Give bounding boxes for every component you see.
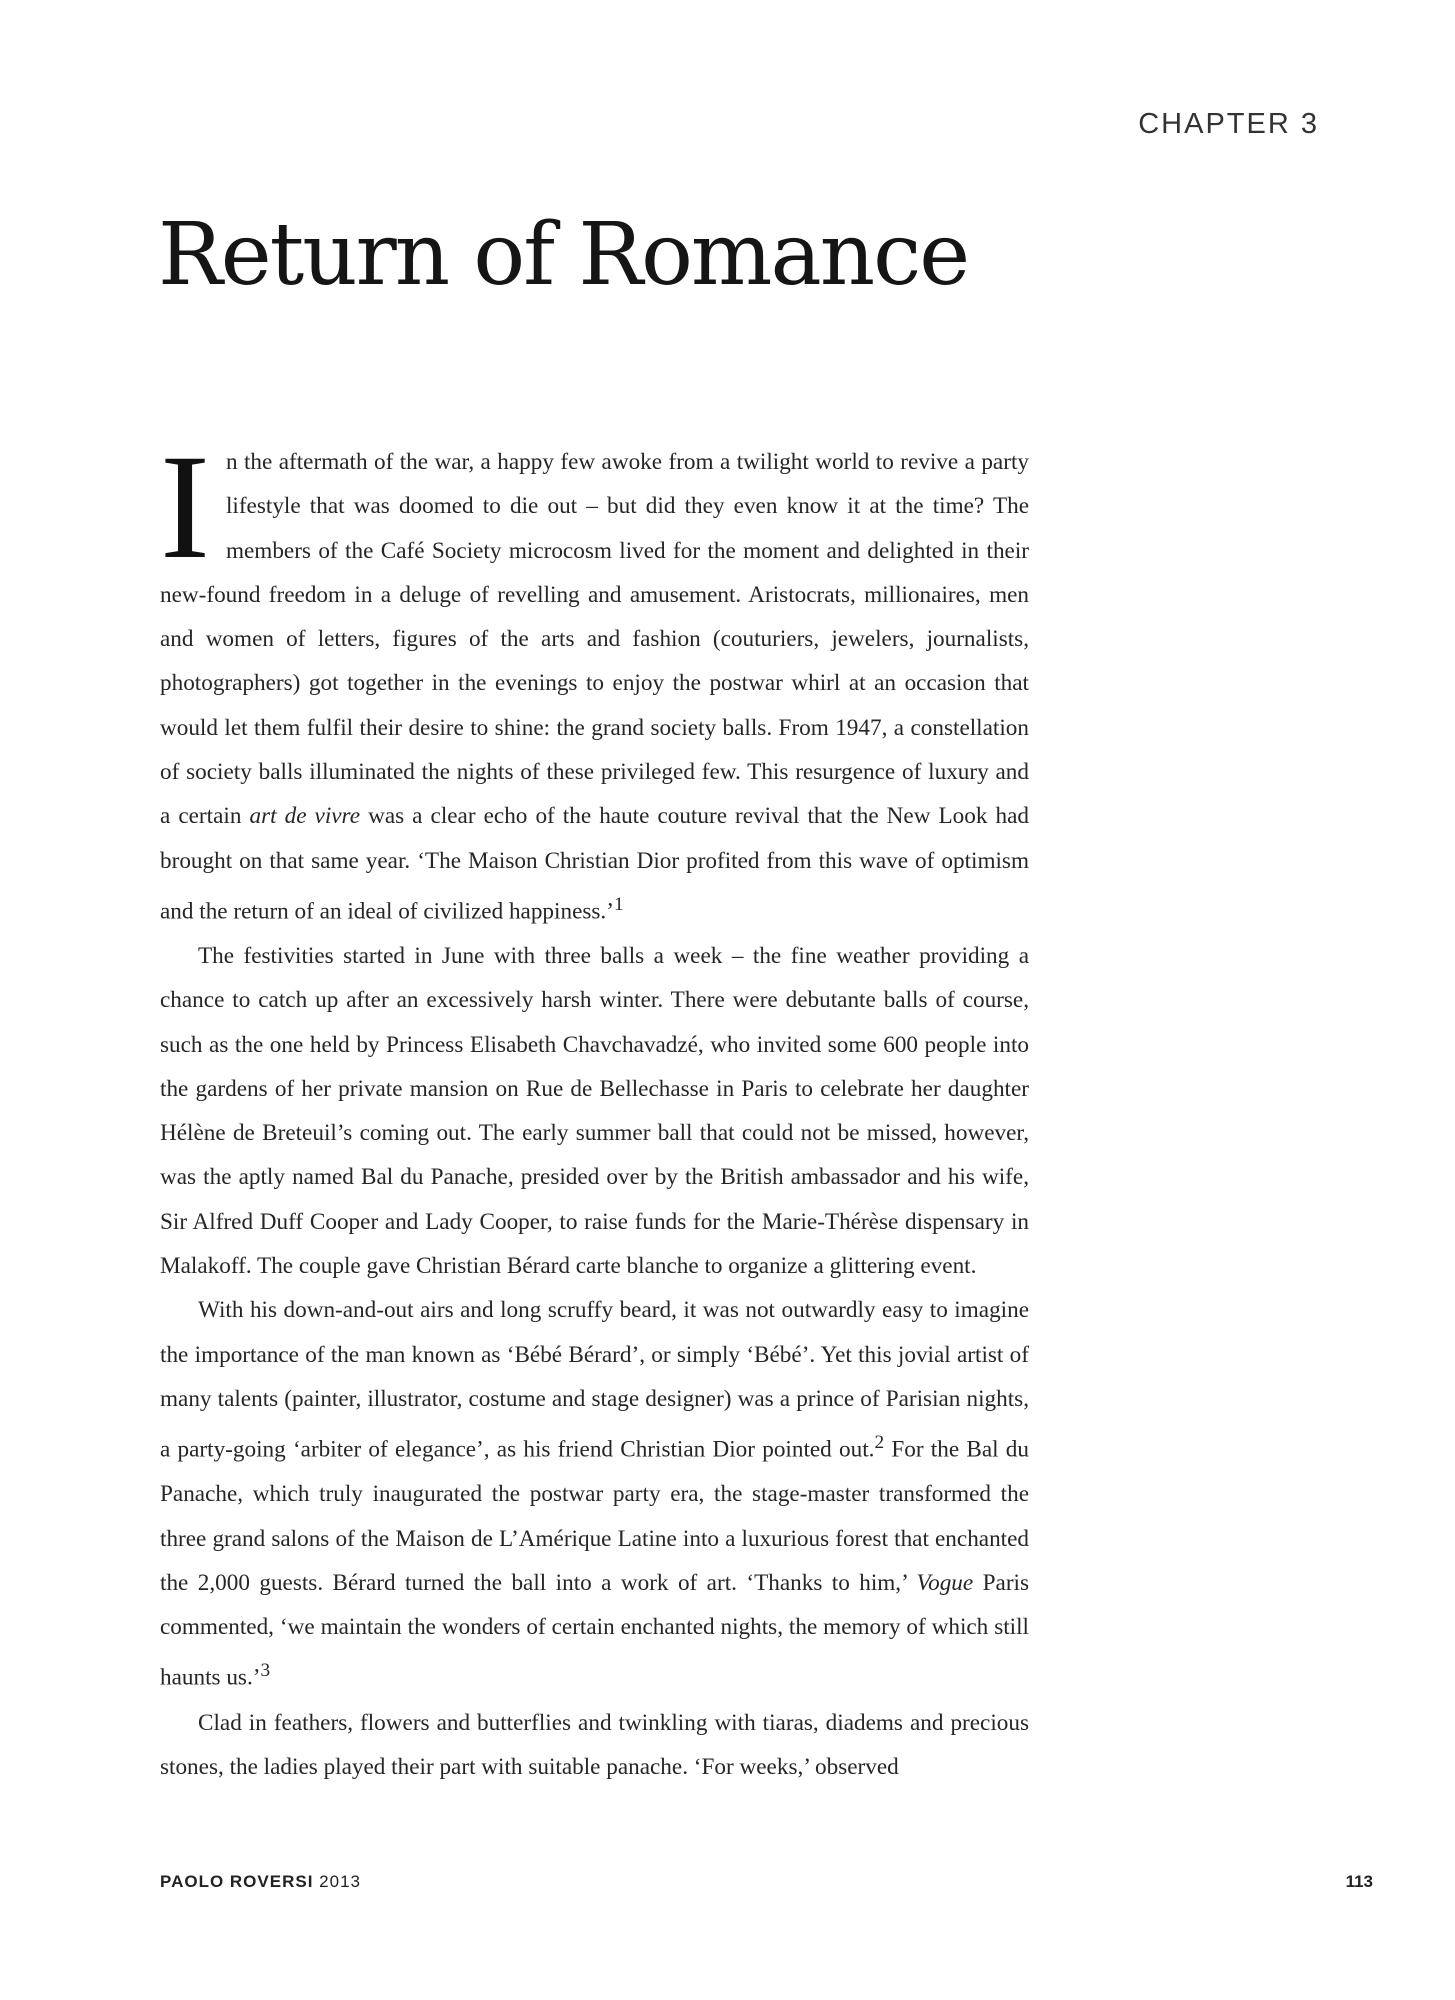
footnote-ref-3: 3 [260, 1660, 271, 1682]
paragraph-1-text: n the aftermath of the war, a happy few awoke from a twilight world to revive a party lifestyle that was doomed to die out – but did they even know it at the time? The members of the Café Society microcosm lived for the moment and delighted in their new-found freedom in a deluge of revelling and amusement. Aristocrats, millionaires, men and women of letters, figures of the arts and fashion (couturiers, jewelers, journalists, photographers) got together in the evenings to enjoy the postwar whirl at an occasion that would let them fulfil their desire to shine: the grand society balls. From 1947, a constellation of society balls illuminated the nights of these privileged few. This resurgence of luxury and a certain [160, 449, 1029, 830]
drop-cap: I [160, 424, 210, 590]
footnote-ref-2: 2 [874, 1432, 885, 1454]
paragraph-3 [160, 1288, 1029, 1700]
italic-phrase: art de vivre [249, 803, 361, 830]
page-number: 113 [1345, 1872, 1373, 1891]
body-text [160, 424, 1030, 1789]
footnote-ref-1: 1 [613, 893, 624, 915]
italic-vogue: Vogue [916, 1569, 974, 1596]
paragraph-3-text-a: With his down-and-out airs and long scruffy beard, it was not outwardly easy to imagine the importance of the man known as ‘Bébé Bérard’, or simply ‘Bébé’. Yet this jovial artist of many talents (painter, illustrator, costume and stage designer) was a prince of Parisian nights, a party-going ‘arbiter of elegance’, as his friend Christian Dior pointed out. [160, 1297, 1029, 1463]
paragraph-2: The festivities started in June with three balls a week – the fine weather providing a chance to catch up after an excessively harsh winter. There were debutante balls of course, such as the one held by Princess Elisabeth Chavchavadzé, who invited some 600 people into the gardens of her private mansion on Rue de Bellechasse in Paris to celebrate her daughter Hélène de Breteuil’s coming out. The early summer ball that could not be missed, however, was the aptly named Bal du Panache, presided over by the British ambassador and his wife, Sir Alfred Duff Cooper and Lady Cooper, to raise funds for the Marie-Thérèse dispensary in Malakoff. The couple gave Christian Bérard carte blanche to organize a glittering event. [160, 943, 1029, 1280]
paragraph-1-tail: was a clear echo of the haute couture revival that the New Look had brought on that same year. ‘The Maison Christian Dior profited from this wave of optimism and the return of an ideal of civilized happiness.’ [160, 803, 1029, 925]
paragraph-1 [160, 424, 1029, 934]
footer-year: 2013 [319, 1872, 361, 1891]
footer-author: PAOLO ROVERSI [160, 1872, 314, 1891]
paragraph-3-text-c: Paris commented, ‘we maintain the wonders of certain enchanted nights, the memory of which still haunts us.’ [160, 1569, 1030, 1692]
footer-credit [160, 1872, 361, 1892]
chapter-label: CHAPTER 3 [1138, 108, 1319, 140]
page-title: Return of Romance [158, 205, 969, 305]
paragraph-4: Clad in feathers, flowers and butterflies and twinkling with tiaras, diadems and precious stones, the ladies played their part with suitable panache. ‘For weeks,’ observed [160, 1709, 1029, 1780]
paragraph-3-text-b: For the Bal du Panache, which truly inaugurated the postwar party era, the stage-master transformed the three grand salons of the Maison de L’Amérique Latine into a luxurious forest that enchanted the 2,000 guests. Bérard turned the ball into a work of art. ‘Thanks to him,’ [160, 1437, 1029, 1596]
